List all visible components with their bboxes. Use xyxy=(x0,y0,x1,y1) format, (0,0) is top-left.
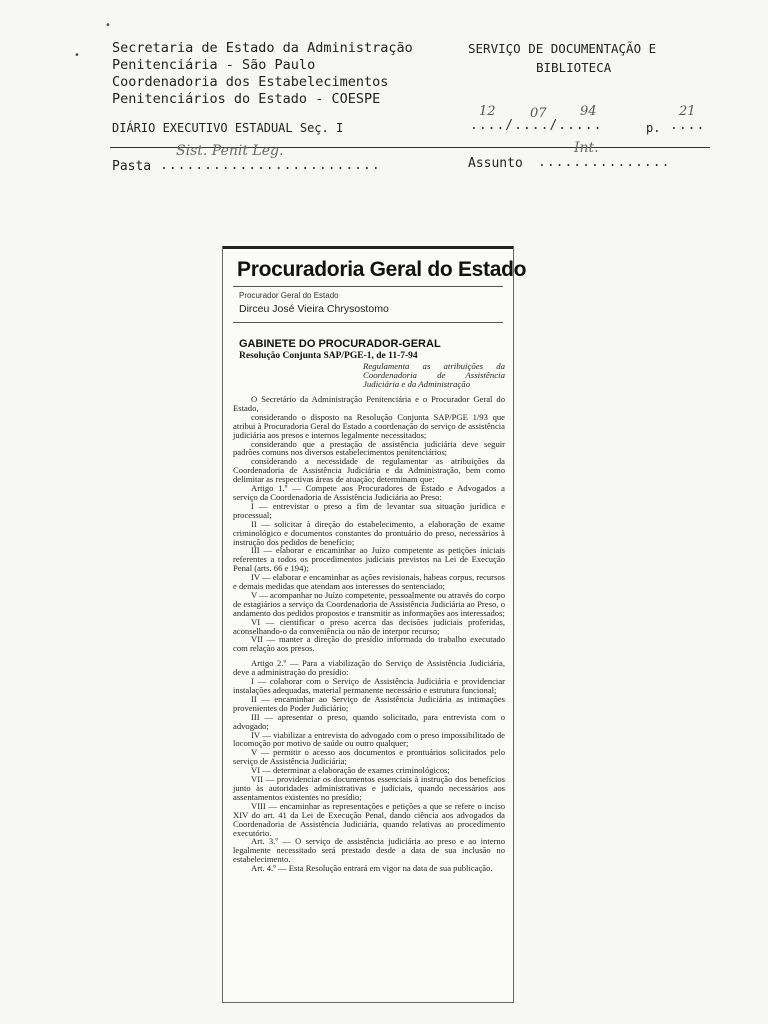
paragraph: Art. 4.º — Esta Resolução entrará em vigor na data de sua publicação. xyxy=(251,863,493,874)
service-name: SERVIÇO DE DOCUMENTAÇÃO E xyxy=(468,41,657,56)
header-line-3: Coordenadoria dos Estabelecimentos xyxy=(112,74,389,90)
official-title: Procurador Geral do Estado xyxy=(239,291,339,300)
scan-mark: • xyxy=(105,20,111,31)
paragraph: VIII — encaminhar as representações e petições a que se refere o inciso XIV do art. 41 da Lei de Execução Penal, dando ciência aos advogados da Coordenadoria de Assistência Judiciária, quando relativas ao procedimento executório. xyxy=(233,800,505,838)
paragraph: I — entrevistar o preso a fim de levantar sua situação jurídica e processual; xyxy=(233,500,505,520)
name-rule xyxy=(233,322,503,323)
assunto-label: Assunto xyxy=(468,156,523,171)
service-subtitle: BIBLIOTECA xyxy=(536,60,612,75)
paragraph: II — solicitar à direção do estabelecimento, a elaboração de exame criminológico e documentos constantes do prontuário do preso, necessários à instrução dos pedidos de benefício; xyxy=(233,518,505,547)
pasta-field: ......................... xyxy=(160,158,381,173)
paragraph: considerando a necessidade de regulamentar as atribuições da Coordenadoria de Assistência Judiciária e da Administração, bem como delimitar as respectivas áreas de atuação; determinam que: xyxy=(233,456,505,485)
section-heading: GABINETE DO PROCURADOR-GERAL xyxy=(239,338,441,350)
source-publication: DIÁRIO EXECUTIVO ESTADUAL Seç. I xyxy=(112,121,344,135)
clipping-title: Procuradoria Geral do Estado xyxy=(237,258,527,281)
date-year: 94 xyxy=(580,104,597,119)
paragraph: VI — determinar a elaboração de exames criminológicos; xyxy=(251,765,450,776)
paragraph: VII — providenciar os documentos essenciais à instrução dos benefícios junto às autoridades administrativas e judiciais, quando necessários aos assentamentos existentes no presídio; xyxy=(233,774,505,802)
pasta-handwritten: Sist. Penit Leg. xyxy=(176,143,284,159)
paragraph: III — apresentar o preso, quando solicitado, para entrevista com o advogado; xyxy=(233,711,505,731)
date-day: 12 xyxy=(479,104,496,119)
header-line-4: Penitenciários do Estado - COESPE xyxy=(112,91,381,107)
newspaper-clipping xyxy=(222,246,527,1003)
paragraph: Art. 3.º — O serviço de assistência judiciária ao preso e ao interno legalmente necessitado será prestado desde a data de sua inclusão no estabelecimento. xyxy=(233,836,505,865)
date-month: 07 xyxy=(530,106,547,121)
scan-mark: • xyxy=(74,50,80,61)
resolution-summary: Regulamenta as atribuições da Coordenadoria de Assistência Judiciária e da Administração xyxy=(363,361,505,390)
title-rule xyxy=(233,286,503,287)
page-field: .... xyxy=(670,118,706,133)
assunto-handwritten: Int. xyxy=(574,140,599,156)
official-name: Dirceu José Vieira Chrysostomo xyxy=(239,303,389,315)
paragraph: IV — elaborar e encaminhar as ações revisionais, habeas corpus, recursos e demais medidas que atendam aos interesses do sentenciado; xyxy=(233,572,505,592)
clipping-top-rule xyxy=(223,246,513,249)
paragraph: V — permitir o acesso aos documentos e prontuários solicitados pelo serviço de Assistência Judiciária; xyxy=(233,747,505,767)
paragraph: O Secretário da Administração Penitenciária e o Procurador Geral do Estado, xyxy=(233,394,505,413)
paragraph: V — acompanhar no Juízo competente, pessoalmente ou através do corpo de estagiários a serviço da Coordenadoria de Assistência Judiciária ao Preso, o andamento dos pedidos propostos e transmitir as informações aos interessados; xyxy=(233,589,505,618)
date-field: ..../..../..... xyxy=(470,118,603,133)
page-label: p. xyxy=(646,121,661,135)
assunto-field: ............... xyxy=(538,155,671,170)
resolution-body xyxy=(233,395,505,873)
paragraph: VI — cientificar o preso acerca das decisões judiciais proferidas, aconselhando-o da conveniência ou não de interpor recurso; xyxy=(233,616,505,636)
paragraph: VII — manter a direção do presídio informada do trabalho executado com relação aos presos. xyxy=(233,634,505,654)
resolution-title: Resolução Conjunta SAP/PGE-1, de 11-7-94 xyxy=(239,351,418,361)
paragraph: considerando o disposto na Resolução Conjunta SAP/PGE 1/93 que atribui à Procuradoria Geral do Estado a coordenação do serviço de assistência judiciária aos presos e internos legalmente necessitados; xyxy=(233,411,505,440)
paragraph: IV — viabilizar a entrevista do advogado com o preso impossibilitado de locomoção por motivo de saúde ou outro qualquer; xyxy=(233,729,505,749)
pasta-label: Pasta xyxy=(112,159,152,174)
header-line-1: Secretaria de Estado da Administração xyxy=(112,40,413,56)
paragraph: Artigo 2.º — Para a viabilização do Serviço de Assistência Judiciária, deve a administração do presídio: xyxy=(233,658,505,678)
paragraph: considerando que a prestação de assistência judiciária deve seguir padrões comuns nos diversos estabelecimentos penitenciários; xyxy=(233,438,505,458)
header-line-2: Penitenciária - São Paulo xyxy=(112,57,316,73)
paragraph: I — colaborar com o Serviço de Assistência Judiciária e providenciar instalações adequadas, material permanente necessário e estrutura funcional; xyxy=(233,676,505,695)
page-number: 21 xyxy=(679,104,696,119)
paragraph: Artigo 1.º — Compete aos Procuradores de Estado e Advogados a serviço da Coordenadoria de Assistência Judiciária ao Preso: xyxy=(233,483,505,502)
paragraph: II — encaminhar ao Serviço de Assistência Judiciária as intimações provenientes do Poder Judiciário; xyxy=(233,693,505,713)
paragraph: III — elaborar e encaminhar ao Juízo competente as petições iniciais referentes a todos os procedimentos judiciais previstos na Lei de Execução Penal (arts. 66 e 194); xyxy=(233,545,505,574)
